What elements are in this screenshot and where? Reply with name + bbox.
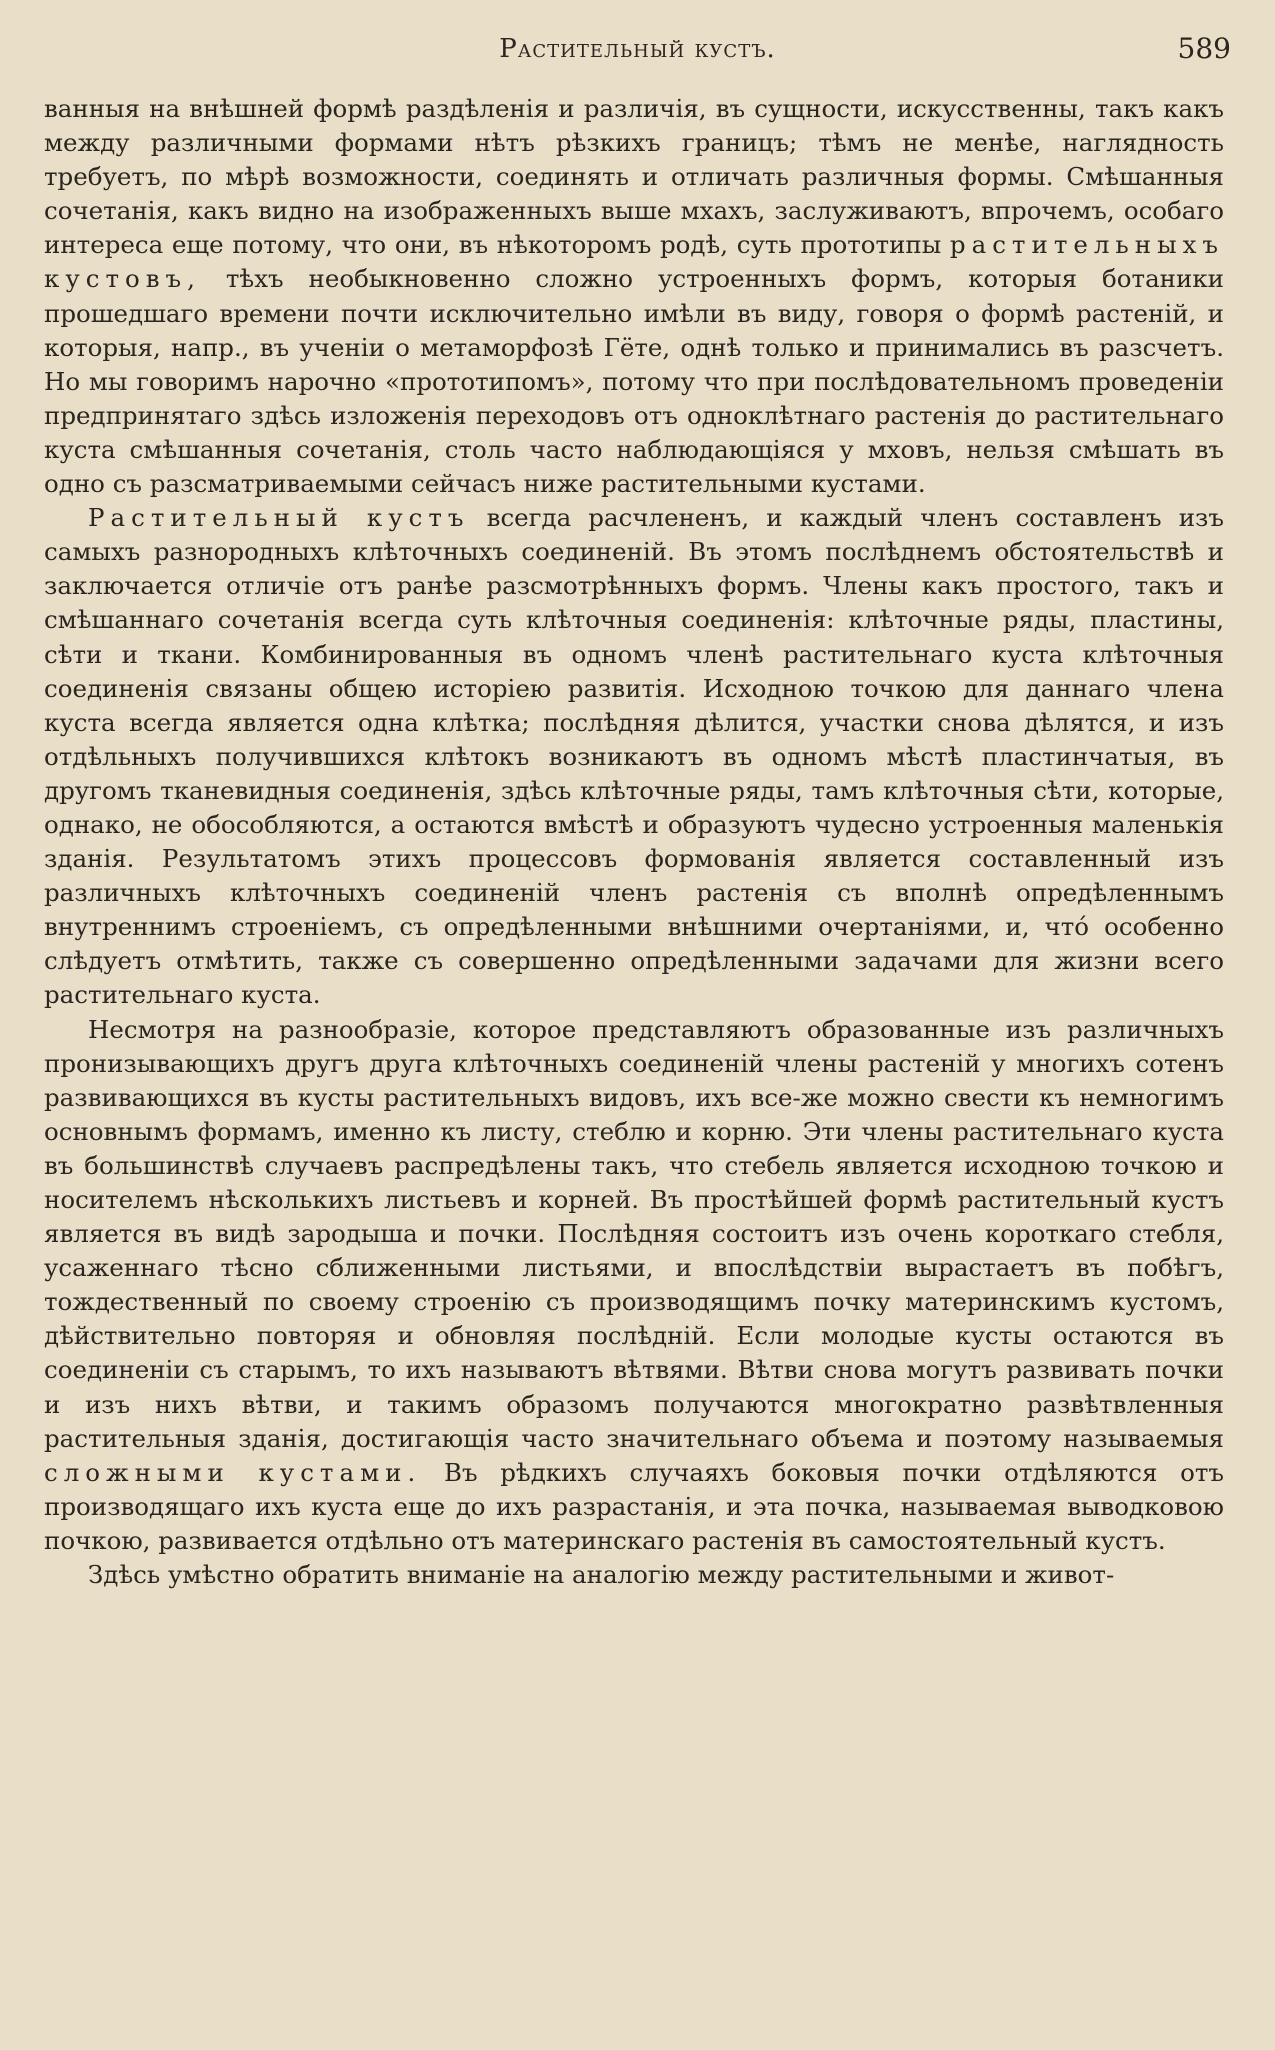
paragraph-text: тѣхъ необыкновенно сложно устроенныхъ формъ, которыя ботаники прошедшаго времени почти исключительно имѣли въ виду, говоря о формѣ растеній, и которыя, напр., въ ученіи о метаморфозѣ Гёте, однѣ только и принимались въ разсчетъ. Но мы говоримъ нарочно «прототипомъ», потому что при послѣдовательномъ проведеніи предпринятаго здѣсь изложенія переходовъ отъ одноклѣтнаго растенія до растительнаго куста смѣшанныя сочетанія, столь часто наблюдающіяся у мховъ, нельзя смѣшать въ одно съ разсматриваемыми сейчасъ ниже растительными кустами. xyxy=(44,264,1224,499)
body-text xyxy=(44,92,1224,1592)
paragraph-2 xyxy=(44,501,1224,1012)
page-number: 589 xyxy=(1177,32,1231,65)
running-head xyxy=(44,30,1231,92)
paragraph-3 xyxy=(44,1013,1224,1559)
paragraph-4 xyxy=(44,1558,1224,1592)
paragraph-text: всегда расчлененъ, и каждый членъ составленъ изъ самыхъ разнородныхъ клѣточныхъ соединеній. Въ этомъ послѣднемъ обстоятельствѣ и заключается отличіе отъ ранѣе разсмотрѣнныхъ формъ. Члены какъ простого, такъ и смѣшаннаго сочетанія всегда суть клѣточныя соединенія: клѣточные ряды, пластины, сѣти и ткани. Комбинированныя въ одномъ членѣ растительнаго куста клѣточныя соединенія связаны общею исторіею развитія. Исходною точкою для даннаго члена куста всегда является одна клѣтка; послѣдняя дѣлится, участки снова дѣлятся, и изъ отдѣльныхъ получившихся клѣтокъ возникаютъ въ одномъ мѣстѣ пластинчатыя, въ другомъ тканевидныя соединенія, здѣсь клѣточные ряды, тамъ клѣточныя сѣти, которые, однако, не обособляются, а остаются вмѣстѣ и образуютъ чудесно устроенныя маленькія зданія. Результатомъ этихъ процессовъ формованія является составленный изъ различныхъ клѣточныхъ соединеній членъ растенія съ вполнѣ опредѣленнымъ внутреннимъ строеніемъ, съ опредѣленными внѣшними очертаніями, и, что́ особенно слѣдуетъ отмѣтить, также съ совершенно опредѣленными задачами для жизни всего растительнаго куста. xyxy=(44,503,1224,1010)
emphasis-term: растительныхъ кустовъ, xyxy=(44,230,1225,294)
emphasis-term: сложными кустами. xyxy=(44,1457,422,1487)
paragraph-text: ванныя на внѣшней формѣ раздѣленія и различія, въ сущности, искусственны, такъ какъ между различными формами нѣтъ рѣзкихъ границъ; тѣмъ не менѣе, наглядность требуетъ, по мѣрѣ возможности, соединять и отличать различныя формы. Смѣшанныя сочетанія, какъ видно на изображенныхъ выше мхахъ, заслуживаютъ, впрочемъ, особаго интереса еще потому, что они, въ нѣкоторомъ родѣ, суть прототипы xyxy=(44,94,1224,260)
running-title: Растительный кустъ. xyxy=(499,34,776,64)
emphasis-term: Растительный кустъ xyxy=(88,503,470,533)
paragraph-text: Несмотря на разнообразіе, которое представляютъ образованные изъ различныхъ пронизывающихъ другъ друга клѣточныхъ соединеній члены растеній у многихъ сотенъ развивающихся въ кусты растительныхъ видовъ, ихъ все-же можно свести къ немногимъ основнымъ формамъ, именно къ листу, стеблю и корню. Эти члены растительнаго куста въ большинствѣ случаевъ распредѣлены такъ, что стебель является исходною точкою и носителемъ нѣсколькихъ листьевъ и корней. Въ простѣйшей формѣ растительный кустъ является въ видѣ зародыша и почки. Послѣдняя состоитъ изъ очень короткаго стебля, усаженнаго тѣсно сближенными листьями, и впослѣдствіи вырастаетъ въ побѣгъ, тождественный по своему строенію съ производящимъ почку материнскимъ кустомъ, дѣйствительно повторяя и обновляя послѣдній. Если молодые кусты остаются въ соединеніи съ старымъ, то ихъ называютъ вѣтвями. Вѣтви снова могутъ развивать почки и изъ нихъ вѣтви, и такимъ образомъ получаются многократно развѣтвленныя растительныя зданія, достигающія часто значительнаго объема и поэтому называемыя xyxy=(44,1014,1224,1453)
paragraph-1 xyxy=(44,92,1224,501)
paragraph-text: Въ рѣдкихъ случаяхъ боковыя почки отдѣляются отъ производящаго ихъ куста еще до ихъ разрастанія, и эта почка, называемая выводковою почкою, развивается отдѣльно отъ материнскаго растенія въ самостоятельный кустъ. xyxy=(44,1457,1224,1555)
paragraph-text: Здѣсь умѣстно обратить вниманіе на аналогію между растительными и живот- xyxy=(88,1560,1115,1590)
